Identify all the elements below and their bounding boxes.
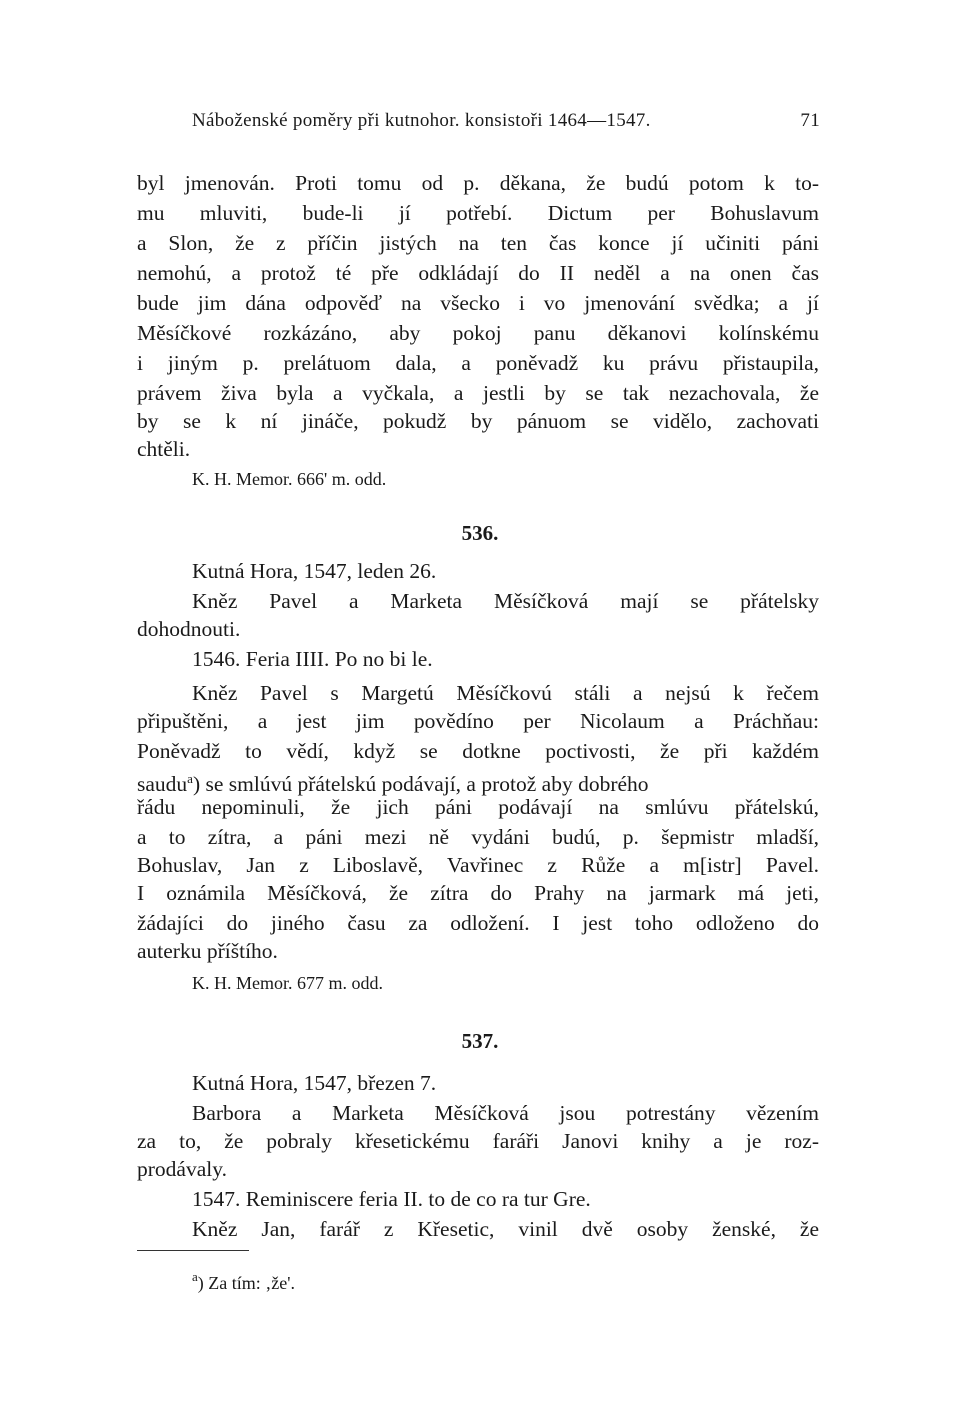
text-line: auterku příštího. — [137, 939, 278, 963]
summary-line: Kněz Pavel a Marketa Měsíčková mají se přátelsky — [192, 589, 819, 613]
running-title: Náboženské poměry při kutnohor. konsistoři 1464—1547. — [192, 110, 651, 131]
summary-line: prodávaly. — [137, 1157, 227, 1181]
text-line: připuštěni, a jest jim povědíno per Nicolaum a Práchňau: — [137, 709, 819, 733]
footnote-rule — [137, 1250, 249, 1251]
text-line: Bohuslav, Jan z Liboslavě, Vavřinec z Růže a m[istr] Pavel. — [137, 853, 819, 877]
source-citation: K. H. Memor. 666' m. odd. — [192, 469, 387, 489]
text-line: Kněz Jan, farář z Křesetic, vinil dvě osoby ženské, že — [192, 1217, 819, 1241]
running-header — [192, 110, 820, 140]
dating-line: 1547. Reminiscere feria II. to de co ra tur Gre. — [192, 1187, 591, 1211]
text-line: řádu nepominuli, že jich páni podávají na smlúvu přátelskú, — [137, 795, 819, 819]
text-line: chtěli. — [137, 437, 191, 461]
footnote-text: ) Za tím: ‚že'. — [197, 1273, 295, 1293]
footnote-mark: a — [187, 771, 193, 786]
place-date: Kutná Hora, 1547, leden 26. — [192, 559, 437, 583]
document-number: 537. — [461, 1029, 499, 1053]
text-line: i jiným p. prelátuom dala, a poněvadž ku právu přistaupila, — [137, 351, 819, 375]
text-line: byl jmenován. Proti tomu od p. děkana, že budú potom k to- — [137, 171, 819, 195]
summary-line: Barbora a Marketa Měsíčková jsou potrestány vězením — [192, 1101, 819, 1125]
text-line: žádajíci do jiného času za odložení. I jest toho odloženo do — [137, 911, 819, 935]
summary-line: za to, že pobraly křesetickému faráři Janovi knihy a je roz- — [137, 1129, 819, 1153]
footnote-mark: a — [192, 1269, 198, 1284]
dating-line: 1546. Feria IIII. Po no bi le. — [192, 647, 433, 671]
text-line: I oznámila Měsíčková, že zítra do Prahy na jarmark má jeti, — [137, 881, 819, 905]
text-line: a Slon, že z příčin jistých na ten čas konce jí učiniti páni — [137, 231, 819, 255]
text-line: nemohú, a protož té pře odkládají do II neděl a na onen čas — [137, 261, 819, 285]
text-line: Kněz Pavel s Margetú Měsíčkovú stáli a nejsú k řečem — [192, 681, 819, 705]
text-line: bude jim dána odpověď na všecko i vo jmenování svědka; a jí — [137, 291, 819, 315]
page-number: 71 — [800, 110, 820, 131]
document-number: 536. — [461, 521, 499, 545]
text-line: mu mluviti, bude-li jí potřebí. Dictum per Bohuslavum — [137, 201, 819, 225]
text-line: Poněvadž to vědí, když se dotkne poctivosti, že při každém — [137, 739, 819, 763]
place-date: Kutná Hora, 1547, březen 7. — [192, 1071, 437, 1095]
text-line: právem živa byla a vyčkala, a jestli by se tak nezachovala, že — [137, 381, 819, 405]
text-segment: saudu$^a$) se smlúvú přátelskú podávají, a protož aby dobrého — [137, 771, 649, 796]
text-line: a to zítra, a páni mezi ně vydáni budú, p. šepmistr mladší, — [137, 825, 819, 849]
summary-line: dohodnouti. — [137, 617, 241, 641]
text-line: by se k ní jináče, pokudž by pánuom se vidělo, zachovati — [137, 409, 819, 433]
text-line: Měsíčkové rozkázáno, aby pokoj panu děkanovi kolínskému — [137, 321, 819, 345]
text-line — [137, 764, 819, 794]
source-citation: K. H. Memor. 677 m. odd. — [192, 973, 383, 993]
footnote — [192, 1264, 295, 1296]
